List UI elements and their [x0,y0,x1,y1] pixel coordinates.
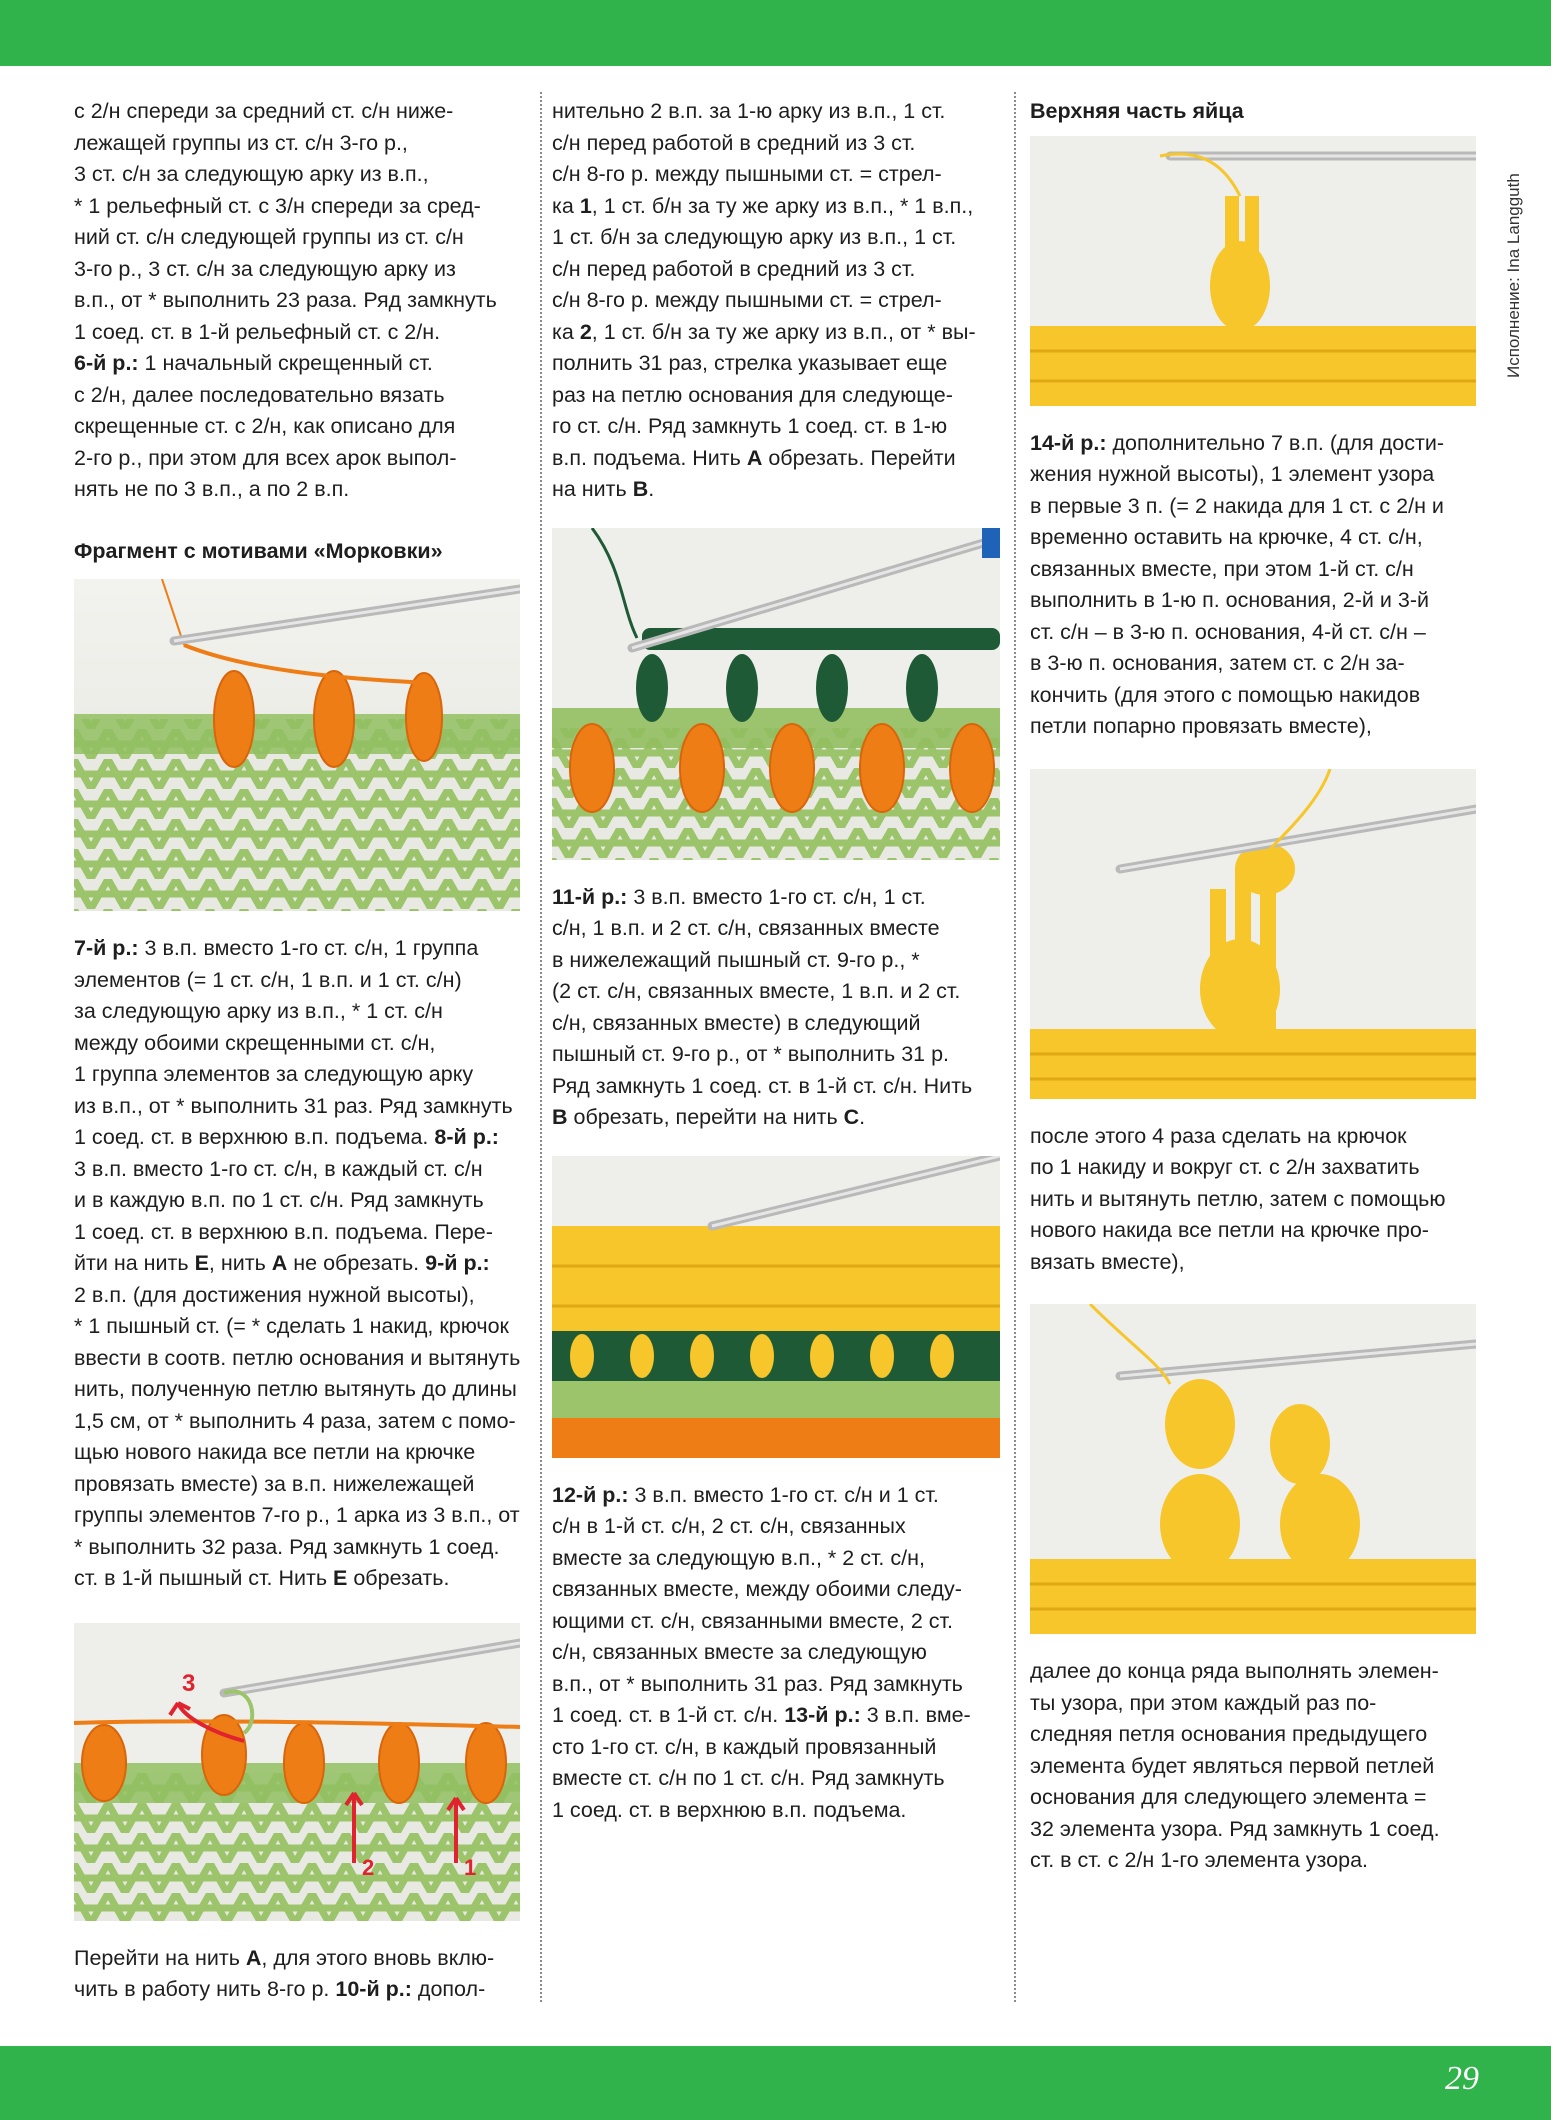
column-1 [74,96,524,2006]
photo-dark-green-row-image [552,528,1000,860]
photo-yellow-rows [552,1156,1000,1458]
credit [1484,160,1523,380]
page [0,66,1551,2046]
photo-egg-top-1 [1030,136,1476,406]
col3-para-2: после этого 4 раза сделать на крючок по 1 накиду и вокруг ст. с 2/н захватить нить и вытянуть петлю, затем с помощью нового накида все петли на крючке про- вязать вместе), [1030,1123,1446,1274]
section-heading-carrots: Фрагмент с мотивами «Морковки» [74,538,443,563]
photo-dark-green-row [552,528,1000,860]
photo-egg-top-1-image [1030,136,1476,406]
column-divider-right [1014,92,1016,2002]
col1-para-1: с 2/н спереди за средний ст. с/н ниже- лежащей группы из ст. с/н 3-го р., 3 ст. с/н за следующую арку из в.п., * 1 рельефный ст. с 3/н спереди за сред- ний ст. с/н следующей группы из ст. с/н 3-го р., 3 ст. с/н за следующую арку из в.п., от * выполнить 23 раза. Ряд замкнуть 1 соед. ст. в 1-й рельефный ст. с 2/н. [74,99,497,344]
col2-para-2: 11-й р.: 3 в.п. вместо 1-го ст. с/н, 1 ст. с/н, 1 в.п. и 2 ст. с/н, связанных вместе в нижележащий пышный ст. 9-го р., * (2 ст. с/н, связанных вместе, 1 в.п. и 2 ст. с/н, связанных вместе) в следующий пышный ст. 9-го р., от * выполнить 31 р. Ряд замкнуть 1 соед. ст. в 1-й ст. с/н. Нить B обрезать, перейти на нить C. [552,884,973,1129]
col1-para-4: Перейти на нить A, для этого вновь вклю- чить в работу нить 8-го р. 10-й р.: допол- [74,1945,495,2001]
col3-para-1: 14-й р.: дополнительно 7 в.п. (для дости- жения нужной высоты), 1 элемент узора в первые 3 п. (= 2 накида для 1 ст. с 2/н и временно оставить на крючке, 4 ст. с/н, связанных вместе, при этом 1-й ст. с/н выполнить в 1-ю п. основания, 2-й и 3-й ст. с/н – в 3-ю п. основания, 4-й ст. с/н – в 3-ю п. основания, затем ст. с 2/н за- кончить (для этого с помощью накидов петли попарно провязать вместе), [1030,430,1445,738]
photo-egg-top-3-image [1030,1304,1476,1634]
arrow-label-3: 3 [182,1669,196,1697]
credit-text: Исполнение: Ina Langguth [1504,173,1523,378]
photo-egg-top-2-image [1030,769,1476,1099]
arrow-label-1: 1 [464,1854,477,1880]
photo-egg-top-2 [1030,769,1476,1099]
col1-para-2: 6-й р.: 1 начальный скрещенный ст. с 2/н, далее последовательно вязать скрещенные ст. с 2/н, как описано для 2-го р., при этом для всех арок выпол- нять не по 3 в.п., а по 2 в.п. [74,351,457,501]
photo-yellow-rows-image [552,1156,1000,1458]
photo-carrots-row-7-image [74,579,520,911]
column-divider-left [540,92,542,2002]
col2-para-3: 12-й р.: 3 в.п. вместо 1-го ст. с/н и 1 ст. с/н в 1-й ст. с/н, 2 ст. с/н, связанных вместе за следующую в.п., * 2 ст. с/н, связанных вместе, между обоими следу- ющими ст. с/н, связанными вместе, 2 ст. с/н, связанных вместе за следующую в.п., от * выполнить 31 раз. Ряд замкнуть 1 соед. ст. в 1-й ст. с/н. 13-й р.: 3 в.п. вме- сто 1-го ст. с/н, в каждый провязанный вместе ст. с/н по 1 ст. с/н. Ряд замкнуть 1 соед. ст. в верхнюю в.п. подъема. [552,1482,971,1822]
column-2 [552,96,1002,1826]
col3-para-3: далее до конца ряда выполнять элемен- ты узора, при этом каждый раз по- следняя петля основания предыдущего элемента будет являться первой петлей основания для следующего элемента = 32 элемента узора. Ряд замкнуть 1 соед. ст. в ст. с 2/н 1-го элемента узора. [1030,1659,1440,1872]
photo-egg-top-3 [1030,1304,1476,1634]
photo-carrots-arrows-image [74,1623,520,1921]
column-3 [1030,96,1480,1877]
photo-carrots-arrows [74,1623,520,1921]
photo-carrots-row-7 [74,579,520,911]
col2-para-1: нительно 2 в.п. за 1-ю арку из в.п., 1 ст. с/н перед работой в средний из 3 ст. с/н 8-го р. между пышными ст. = стрел- ка 1, 1 ст. б/н за ту же арку из в.п., * 1 в.п., 1 ст. б/н за следующую арку из в.п., 1 ст. с/н перед работой в средний из 3 ст. с/н 8-го р. между пышными ст. = стрел- ка 2, 1 ст. б/н за ту же арку из в.п., от * вы- полнить 31 раз, стрелка указывает еще раз на петлю основания для следующе- го ст. с/н. Ряд замкнуть 1 соед. ст. в 1-ю в.п. подъема. Нить A обрезать. Перейти на нить B. [552,99,976,501]
page-number: 29 [1445,2060,1479,2097]
arrow-label-2: 2 [362,1854,375,1880]
col1-para-3: 7-й р.: 3 в.п. вместо 1-го ст. с/н, 1 группа элементов (= 1 ст. с/н, 1 в.п. и 1 ст. с/н) за следующую арку из в.п., * 1 ст. с/н между обоими скрещенными ст. с/н, 1 группа элементов за следующую арку из в.п., от * выполнить 31 раз. Ряд замкнуть 1 соед. ст. в верхнюю в.п. подъема. 8-й р.: 3 в.п. вместо 1-го ст. с/н, в каждый ст. с/н и в каждую в.п. по 1 ст. с/н. Ряд замкнуть 1 соед. ст. в верхнюю в.п. подъема. Пере- йти на нить E, нить A не обрезать. 9-й р.: 2 в.п. (для достижения нужной высоты), * 1 пышный ст. (= * сделать 1 накид, крючок ввести в соотв. петлю основания и вытянуть нить, полученную петлю вытянуть до длины 1,5 см, от * выполнить 4 раза, затем с помо- щью нового накида все петли на крючке провязать вместе) за в.п. нижележащей группы элементов 7-го р., 1 арка из 3 в.п., от * выполнить 32 раза. Ряд замкнуть 1 соед. ст. в 1-й пышный ст. Нить E обрезать. [74,936,521,1590]
section-heading-egg-top: Верхняя часть яйца [1030,99,1244,123]
